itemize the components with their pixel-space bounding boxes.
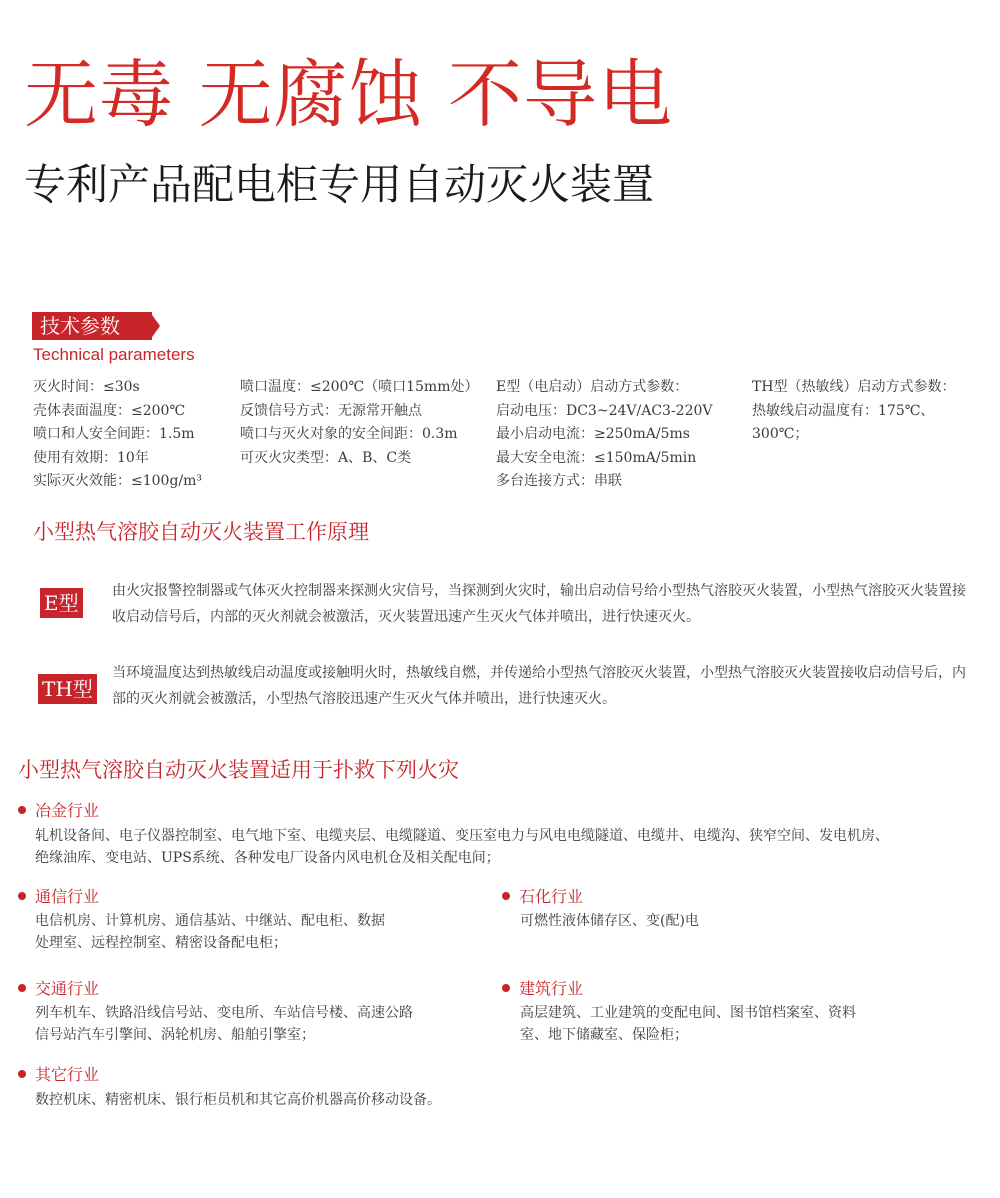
param-line: 喷口与灭火对象的安全间距：0.3m: [240, 426, 458, 442]
industry-metallurgy-body: [35, 825, 985, 869]
industry-title: 冶金行业: [35, 801, 100, 820]
e-type-badge: E型: [40, 588, 83, 618]
industry-line: 电信机房、计算机房、通信基站、中继站、配电柜、数据: [35, 913, 385, 929]
bullet-icon: [502, 984, 510, 992]
industry-title: 其它行业: [35, 1065, 100, 1084]
param-line: 使用有效期：10年: [33, 449, 149, 466]
industry-telecom-heading: [18, 884, 99, 907]
industry-petro-heading: [502, 884, 583, 907]
industry-petro-body: [520, 910, 980, 932]
tech-params-tag: 技术参数: [32, 312, 152, 340]
industry-title: 石化行业: [519, 887, 584, 906]
hero-subtitle: 专利产品配电柜专用自动灭火装置: [24, 160, 655, 209]
industry-construction-heading: [502, 976, 583, 999]
bullet-icon: [18, 984, 26, 992]
industry-line: 信号站汽车引擎间、涡轮机房、船舶引擎室；: [35, 1027, 315, 1043]
param-line: 多台连接方式：串联: [496, 473, 622, 489]
hero-title: 无毒 无腐蚀 不导电: [24, 52, 674, 138]
industry-line: 处理室、远程控制室、精密设备配电柜；: [35, 935, 287, 951]
industry-title: 交通行业: [35, 979, 100, 998]
industry-line: 绝缘油库、变电站、UPS系统、各种发电厂设备内风电机仓及相关配电间；: [35, 850, 500, 866]
industry-telecom-body: [35, 910, 475, 954]
params-column-e-type: [496, 376, 746, 494]
industry-title: 通信行业: [35, 887, 100, 906]
param-line: 灭火时间：≤30s: [33, 379, 140, 395]
industry-line: 轧机设备间、电子仪器控制室、电气地下室、电缆夹层、电缆隧道、变压室电力与风电电缆隧道、电缆井、电缆沟、狭窄空间、发电机房、: [35, 828, 889, 844]
industry-title: 建筑行业: [519, 979, 584, 998]
param-line: 实际灭火效能：≤100g/m³: [33, 473, 203, 489]
param-line: 喷口温度：≤200℃（喷口15mm处）: [240, 379, 479, 395]
industry-line: 室、地下储藏室、保险柜；: [520, 1027, 688, 1043]
industry-line: 可燃性液体储存区、变(配)电: [520, 913, 699, 929]
param-line: E型（电启动）启动方式参数：: [496, 379, 689, 395]
industry-line: 数控机床、精密机床、银行柜员机和其它高价机器高价移动设备。: [35, 1092, 441, 1108]
tech-params-english: Technical parameters: [33, 345, 195, 364]
param-line: 最小启动电流：≥250mA/5ms: [496, 426, 690, 442]
th-type-badge: TH型: [38, 674, 97, 704]
params-column-th-type: [752, 376, 992, 447]
principle-section-title: 小型热气溶胶自动灭火装置工作原理: [33, 520, 369, 544]
industry-line: 高层建筑、工业建筑的变配电间、图书馆档案室、资料: [520, 1005, 856, 1021]
params-column-general: [33, 376, 233, 494]
param-line: 300℃；: [752, 426, 809, 442]
param-line: 壳体表面温度：≤200℃: [33, 402, 186, 419]
tag-flag-decoration: [150, 312, 160, 340]
param-line: 最大安全电流：≤150mA/5min: [496, 449, 697, 466]
param-line: 反馈信号方式：无源常开触点: [240, 402, 422, 419]
e-type-description: 由火灾报警控制器或气体灭火控制器来探测火灾信号，当探测到火灾时，输出启动信号给小型热气溶胶灭火装置，小型热气溶胶灭火装置接收启动信号后，内部的灭火剂就会被激活，灭火装置迅速产生灭火气体并喷出，进行快速灭火。: [112, 583, 966, 625]
industry-other-heading: [18, 1062, 99, 1085]
industry-transport-heading: [18, 976, 99, 999]
bullet-icon: [502, 892, 510, 900]
industry-other-body: [35, 1089, 935, 1111]
industry-line: 列车机车、铁路沿线信号站、变电所、车站信号楼、高速公路: [35, 1005, 413, 1021]
bullet-icon: [18, 1070, 26, 1078]
industry-transport-body: [35, 1002, 485, 1046]
params-column-nozzle: [240, 376, 490, 470]
param-line: 可灭火灾类型：A、B、C类: [240, 449, 412, 466]
param-line: 喷口和人安全间距：1.5m: [33, 426, 195, 442]
industry-construction-body: [520, 1002, 980, 1046]
bullet-icon: [18, 892, 26, 900]
applications-section-title: 小型热气溶胶自动灭火装置适用于扑救下列火灾: [18, 758, 459, 782]
th-type-description: 当环境温度达到热敏线启动温度或接触明火时，热敏线自燃，并传递给小型热气溶胶灭火装置，小型热气溶胶灭火装置接收启动信号后，内部的灭火剂就会被激活，小型热气溶胶迅速产生灭火气体并喷出，进行快速灭火。: [112, 665, 966, 707]
industry-metallurgy-heading: [18, 798, 99, 821]
param-line: TH型（热敏线）启动方式参数：: [752, 379, 956, 395]
bullet-icon: [18, 806, 26, 814]
param-line: 热敏线启动温度有：175℃、: [752, 402, 935, 419]
param-line: 启动电压：DC3~24V/AC3-220V: [496, 402, 713, 419]
